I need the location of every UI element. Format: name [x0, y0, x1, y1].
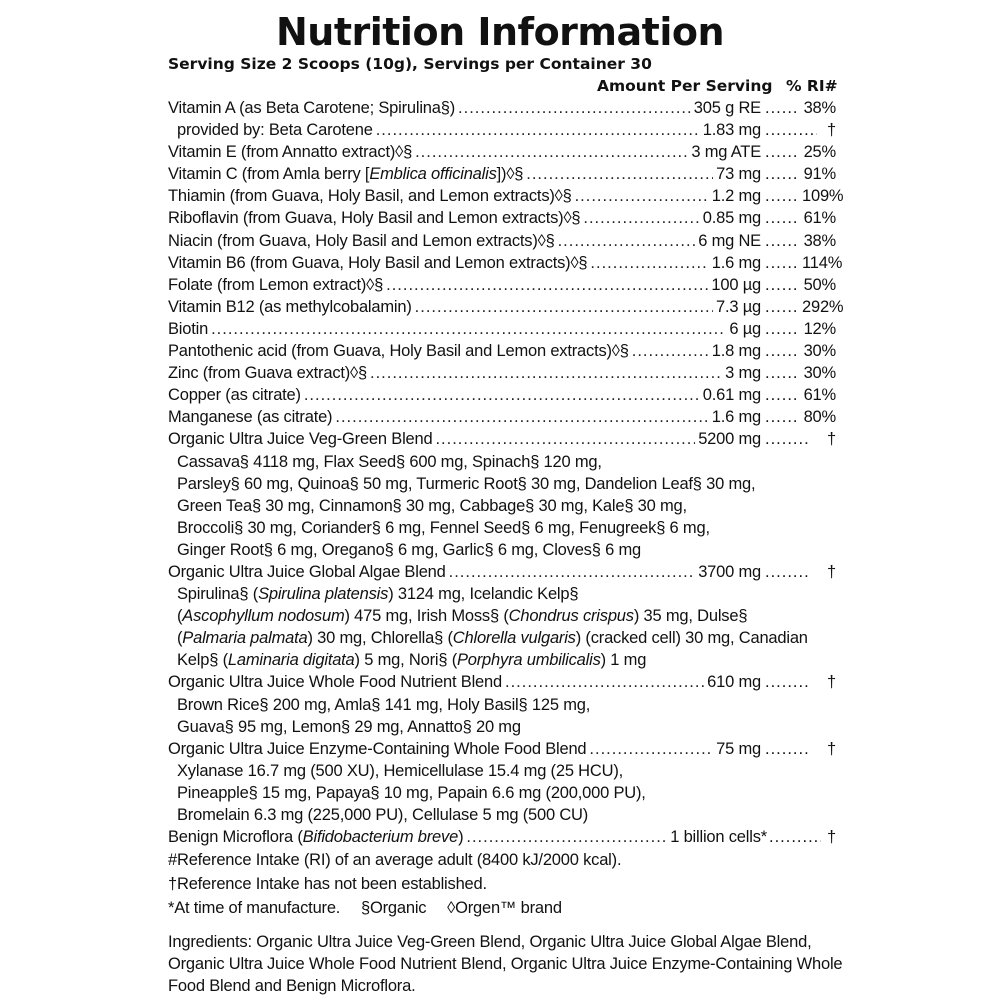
nutrient-ri: 109%: [802, 187, 844, 206]
table-row: [168, 362, 836, 384]
blend-detail: (Palmaria palmata) 30 mg, Chlorella§ (Chlorella vulgaris) (cracked cell) 30 mg, Canadian: [177, 629, 808, 648]
blend-detail: (Ascophyllum nodosum) 475 mg, Irish Moss§ (Chondrus crispus) 35 mg, Dulse§: [177, 607, 748, 626]
nutrient-label: Pantothenic acid (from Guava, Holy Basil and Lemon extracts)◊§: [168, 342, 629, 361]
nutrient-ri: 38%: [803, 231, 836, 250]
blend-detail: Pineapple§ 15 mg, Papaya§ 10 mg, Papain 6.6 mg (200,000 PU),: [177, 783, 646, 802]
nutrient-ri: 50%: [803, 275, 836, 294]
blend-amount: 3700 mg: [698, 562, 761, 581]
nutrient-amount: 1.6 mg: [711, 408, 761, 427]
blend-detail: Spirulina§ (Spirulina platensis) 3124 mg, Icelandic Kelp§: [177, 585, 579, 604]
nutrient-amount: 6 mg NE: [698, 231, 761, 250]
nutrient-ri: 25%: [803, 143, 836, 162]
nutrient-amount: 100 µg: [711, 275, 761, 294]
blend-label: Organic Ultra Juice Veg-Green Blend: [168, 430, 433, 449]
blend-row: [168, 826, 836, 848]
blend-row: [168, 738, 836, 760]
blend-row: [168, 671, 836, 693]
blend-detail: Cassava§ 4118 mg, Flax Seed§ 600 mg, Spinach§ 120 mg,: [177, 452, 602, 471]
blend-detail: Broccoli§ 30 mg, Coriander§ 6 mg, Fennel Seed§ 6 mg, Fenugreek§ 6 mg,: [177, 518, 710, 537]
nutrient-amount: 1.2 mg: [711, 187, 761, 206]
nutrient-label: provided by: Beta Carotene: [177, 121, 373, 140]
nutrient-amount: 6 µg: [729, 319, 761, 338]
nutrient-amount: 305 g RE: [693, 99, 761, 117]
nutrient-amount: 3 mg: [725, 364, 761, 383]
nutrient-label: Folate (from Lemon extract)◊§: [168, 275, 384, 294]
blend-ri: †: [827, 828, 836, 847]
ingredients-statement: Ingredients: Organic Ultra Juice Veg-Green Blend, Organic Ultra Juice Global Algae Blend, Organic Ultra Juice Whole Food Nutrient Blend, Organic Ultra Juice Enzyme-Containing Whole Food Blend and Benign Microflora.: [168, 933, 843, 995]
symbol-footnotes: [168, 899, 562, 918]
table-row: [168, 207, 836, 229]
blend-label: Organic Ultra Juice Whole Food Nutrient Blend: [168, 673, 502, 692]
nutrient-ri: 61%: [803, 209, 836, 228]
nutrient-amount: 0.61 mg: [702, 386, 761, 405]
blend-ri: †: [827, 739, 836, 758]
table-row: [168, 406, 836, 428]
blend-ri: †: [827, 562, 836, 581]
blend-detail: Guava§ 95 mg, Lemon§ 29 mg, Annatto§ 20 mg: [177, 717, 521, 736]
table-row: [168, 185, 844, 207]
nutrient-amount: 73 mg: [716, 165, 761, 184]
nutrient-amount: 1.8 mg: [711, 342, 761, 361]
nutrient-label: Vitamin A (as Beta Carotene; Spirulina§): [168, 99, 456, 117]
nutrient-label: Vitamin B12 (as methylcobalamin): [168, 297, 412, 316]
blend-ri: †: [827, 430, 836, 449]
nutrient-ri: 12%: [803, 319, 836, 338]
nutrient-ri: 30%: [803, 364, 836, 383]
table-row: [168, 384, 836, 406]
dagger-footnote: †Reference Intake has not been established.: [168, 875, 487, 893]
blend-detail: Bromelain 6.3 mg (225,000 PU), Cellulase 5 mg (500 CU): [177, 806, 589, 824]
nutrient-label: Thiamin (from Guava, Holy Basil, and Lemon extracts)◊§: [168, 187, 572, 206]
blend-row: [168, 428, 836, 450]
nutrient-amount: 3 mg ATE: [691, 143, 761, 162]
blend-detail: Green Tea§ 30 mg, Cinnamon§ 30 mg, Cabbage§ 30 mg, Kale§ 30 mg,: [177, 496, 687, 515]
nutrient-ri: 61%: [803, 386, 836, 405]
nutrient-ri: †: [827, 121, 836, 140]
table-row: [168, 340, 836, 362]
nutrient-amount: 1.83 mg: [702, 121, 761, 140]
blend-label: Benign Microflora (Bifidobacterium breve): [168, 828, 464, 847]
ri-header: % RI#: [786, 77, 838, 95]
nutrient-amount: 1.6 mg: [711, 253, 761, 272]
table-row: [168, 296, 844, 318]
blend-ri: †: [827, 673, 836, 692]
nutrient-ri: 80%: [803, 408, 836, 427]
page-title: Nutrition Information: [275, 10, 725, 54]
blend-amount: 1 billion cells*: [670, 828, 767, 847]
blend-detail: Xylanase 16.7 mg (500 XU), Hemicellulase 15.4 mg (25 HCU),: [177, 761, 624, 780]
nutrient-ri: 30%: [803, 342, 836, 361]
nutrient-ri: 292%: [802, 297, 844, 316]
table-row: [168, 318, 836, 340]
nutrient-label: Vitamin B6 (from Guava, Holy Basil and Lemon extracts)◊§: [168, 253, 588, 272]
table-row: [168, 163, 836, 185]
blend-row: [168, 561, 836, 583]
table-row: [168, 141, 836, 163]
table-row: [168, 119, 836, 141]
nutrient-label: Niacin (from Guava, Holy Basil and Lemon extracts)◊§: [168, 231, 555, 250]
ri-footnote: #Reference Intake (RI) of an average adult (8400 kJ/2000 kcal).: [168, 851, 622, 869]
nutrient-label: Riboflavin (from Guava, Holy Basil and Lemon extracts)◊§: [168, 209, 581, 228]
table-row: [168, 97, 836, 119]
nutrient-ri: 114%: [802, 253, 843, 272]
table-row: [168, 252, 843, 274]
blend-label: Organic Ultra Juice Enzyme-Containing Whole Food Blend: [168, 739, 587, 758]
blend-detail: Parsley§ 60 mg, Quinoa§ 50 mg, Turmeric Root§ 30 mg, Dandelion Leaf§ 30 mg,: [177, 474, 756, 493]
blend-amount: 5200 mg: [698, 430, 761, 449]
nutrient-ri: 91%: [803, 165, 836, 184]
nutrient-amount: 7.3 µg: [715, 297, 761, 316]
table-row: [168, 274, 836, 296]
blend-label: Organic Ultra Juice Global Algae Blend: [168, 562, 446, 581]
nutrient-ri: 38%: [803, 99, 836, 117]
nutrient-amount: 0.85 mg: [702, 209, 761, 228]
manufacture-footnote: *At time of manufacture.: [168, 899, 341, 917]
blend-detail: Kelp§ (Laminaria digitata) 5 mg, Nori§ (Porphyra umbilicalis) 1 mg: [177, 651, 647, 670]
blend-amount: 610 mg: [707, 673, 761, 692]
amount-per-serving-header: Amount Per Serving: [597, 77, 773, 95]
serving-size: Serving Size 2 Scoops (10g), Servings per Container 30: [168, 55, 652, 73]
nutrient-label: Vitamin C (from Amla berry [Emblica officinalis])◊§: [168, 165, 524, 184]
blend-amount: 75 mg: [716, 739, 761, 758]
nutrient-table: [168, 97, 844, 848]
orgen-footnote: ◊Orgen™ brand: [447, 899, 562, 917]
nutrient-label: Zinc (from Guava extract)◊§: [168, 364, 367, 383]
nutrient-label: Copper (as citrate): [168, 386, 301, 405]
nutrient-label: Vitamin E (from Annatto extract)◊§: [168, 143, 413, 162]
nutrient-label: Manganese (as citrate): [168, 408, 333, 427]
blend-detail: Brown Rice§ 200 mg, Amla§ 141 mg, Holy Basil§ 125 mg,: [177, 695, 591, 714]
nutrient-label: Biotin: [168, 319, 209, 338]
organic-footnote: §Organic: [360, 899, 427, 917]
blend-detail: Ginger Root§ 6 mg, Oregano§ 6 mg, Garlic§ 6 mg, Cloves§ 6 mg: [177, 540, 641, 559]
table-row: [168, 230, 836, 252]
